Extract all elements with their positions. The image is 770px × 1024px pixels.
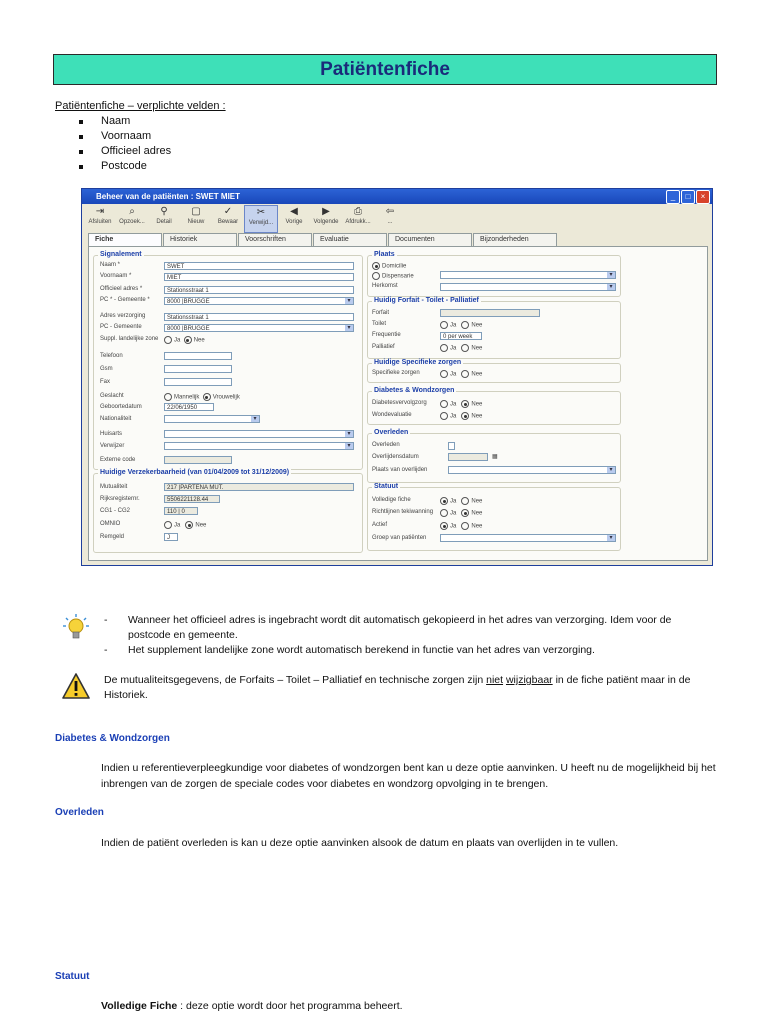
option-label: Mannelijk	[174, 394, 200, 401]
field-label: Diabetesvervolgzorg	[372, 400, 427, 406]
field-label: Herkomst	[372, 283, 398, 289]
radio-icon	[440, 509, 448, 517]
deceased-checkbox	[448, 442, 455, 450]
toolbar-label: Vorige	[285, 219, 303, 225]
gp-select	[164, 430, 354, 438]
group-title: Signalement	[100, 251, 142, 258]
section-heading: Overleden	[55, 807, 104, 818]
next-icon: ▶	[322, 206, 330, 217]
section-paragraph: Indien de patiënt overleden is kan u deze optie aanvinken alsook de datum en plaats van overlijden in te vullen.	[101, 837, 619, 849]
birthdate-field: 22/06/1950	[164, 403, 214, 411]
field-label: Gsm	[100, 366, 113, 372]
field-label: Fax	[100, 379, 111, 385]
wound-radio	[440, 412, 482, 421]
specific-care-radio	[440, 370, 482, 379]
omnio-radio	[164, 521, 206, 530]
option-label: Nee	[471, 510, 483, 517]
field-label: Wondevaluatie	[372, 412, 412, 418]
option-label: Ja	[450, 322, 457, 329]
option-label: Ja	[450, 401, 457, 408]
field-label: Naam *	[100, 262, 121, 268]
field-label: Geslacht	[100, 393, 124, 399]
option-label: Vrouwelijk	[212, 394, 240, 401]
field-label: Volledige fiche	[372, 497, 411, 503]
field-label: Actief	[372, 522, 388, 528]
gender-radio	[164, 393, 240, 402]
toolbar-button	[244, 205, 278, 233]
option-label: Nee	[471, 498, 483, 505]
patient-window-screenshot	[81, 188, 713, 566]
postcode-select: 8000 |BRUGGE ▾	[164, 297, 354, 305]
warning-emphasis: niet	[486, 674, 504, 686]
fax-field	[164, 378, 232, 386]
required-fields-heading: Patiëntenfiche – verplichte velden :	[55, 100, 226, 112]
more-icon: ⇦	[385, 206, 395, 217]
field-label: Geboortedatum	[100, 404, 142, 410]
field-label: Remgeld	[100, 534, 125, 540]
radio-icon	[461, 400, 469, 408]
tab-evaluatie: Evaluatie	[313, 233, 387, 246]
field-label: OMNIO	[100, 521, 121, 527]
firstname-field: MIET	[164, 273, 354, 281]
field-label: Specifieke zorgen	[372, 370, 420, 376]
option-label: Ja	[174, 522, 181, 529]
diabetes-radio	[440, 400, 482, 409]
toolbar-label: Nieuw	[187, 219, 205, 225]
toolbar	[84, 205, 710, 233]
option-label: Domicilie	[382, 263, 407, 270]
option-label: Nee	[471, 523, 483, 530]
field-label: Suppl. landelijke zone	[100, 336, 159, 342]
page-title: Patiëntenfiche	[53, 54, 717, 85]
radio-icon	[440, 370, 448, 378]
field-label: Frequentie	[372, 332, 401, 338]
radio-icon	[440, 344, 448, 352]
minimize-icon: _	[666, 190, 680, 204]
list-item: Naam	[78, 114, 171, 129]
radio-icon	[461, 497, 469, 505]
toolbar-button	[116, 205, 148, 233]
register-number-field: 5506221128.44	[164, 495, 220, 503]
field-label: PC * - Gemeente *	[100, 297, 150, 303]
field-label: Overlijdensdatum	[372, 454, 419, 460]
warning-icon	[62, 673, 90, 699]
diabetes-group	[367, 387, 621, 425]
gsm-field	[164, 365, 232, 373]
radio-icon	[164, 336, 172, 344]
insurance-group	[93, 469, 363, 553]
tab-documenten: Documenten	[388, 233, 472, 246]
option-label: Ja	[174, 337, 181, 344]
window-title: Beheer van de patiënten : SWET MIET	[82, 189, 712, 204]
list-item: - Wanneer het officieel adres is ingebracht wordt dit automatisch gekopieerd in het adres van verzorging. Idem voor de postcode en gemeente.	[104, 613, 716, 643]
toolbar-label: ...	[387, 219, 393, 225]
palliative-radio	[440, 344, 482, 353]
radio-icon	[440, 321, 448, 329]
option-label: Ja	[450, 413, 457, 420]
list-item: - Het supplement landelijke zone wordt automatisch berekend in functie van het adres van verzorging.	[104, 643, 716, 658]
toilet-radio	[440, 321, 482, 330]
radio-icon	[461, 522, 469, 530]
option-label: Ja	[450, 371, 457, 378]
supplement-radio	[164, 336, 205, 345]
field-label: Plaats van overlijden	[372, 467, 428, 473]
radio-icon	[203, 393, 211, 401]
tip-notes	[104, 613, 716, 658]
toolbar-button	[180, 205, 212, 233]
calendar-icon: ▦	[492, 454, 498, 460]
field-label: Nationaliteit	[100, 416, 132, 422]
toolbar-button	[278, 205, 310, 233]
window-controls	[666, 190, 710, 204]
group-title: Huidige Verzekerbaarheid (van 01/04/2009 tot 31/12/2009)	[100, 469, 290, 476]
field-label: Forfait	[372, 310, 390, 316]
field-label: Verwijzer	[100, 443, 125, 449]
place-group	[367, 251, 621, 297]
group-title: Statuut	[374, 483, 399, 490]
lightbulb-icon	[63, 614, 89, 642]
patient-group-select	[440, 534, 616, 542]
radio-icon	[372, 272, 380, 280]
toolbar-button	[310, 205, 342, 233]
phone-field	[164, 352, 232, 360]
radio-icon	[440, 412, 448, 420]
option-label: Nee	[471, 345, 483, 352]
care-postcode-select: 8000 |BRUGGE ▾	[164, 324, 354, 332]
active-radio	[440, 522, 482, 531]
toolbar-label: Opzoek...	[119, 219, 145, 225]
option-label: Ja	[450, 498, 457, 505]
toolbar-label: Verwijd...	[248, 220, 274, 226]
toolbar-label: Afsluiten	[88, 219, 112, 225]
maximize-icon: □	[681, 190, 695, 204]
group-title: Plaats	[374, 251, 395, 258]
radio-icon	[461, 509, 469, 517]
dispensary-select	[440, 271, 616, 279]
radio-icon	[440, 522, 448, 530]
guidelines-radio	[440, 509, 482, 518]
delete-icon: ✂	[256, 207, 266, 218]
origin-select	[440, 283, 616, 291]
name-field: SWET	[164, 262, 354, 270]
field-label: Richtlijnen tekiwanning	[372, 509, 434, 515]
close-icon: ×	[696, 190, 710, 204]
radio-icon	[164, 393, 172, 401]
tab-fiche: Fiche	[88, 233, 162, 246]
remgeld-field: J	[164, 533, 178, 541]
option-label: Nee	[471, 371, 483, 378]
toolbar-button	[84, 205, 116, 233]
care-address-field: Stationsstraat 1	[164, 313, 354, 321]
radio-icon	[164, 521, 172, 529]
radio-icon	[184, 336, 192, 344]
section-heading: Statuut	[55, 971, 90, 982]
field-label: Externe code	[100, 457, 136, 463]
term-description: : deze optie wordt door het programma beheert.	[177, 1000, 403, 1012]
option-label: Nee	[471, 322, 483, 329]
field-label: Toilet	[372, 321, 387, 327]
radio-icon	[372, 262, 380, 270]
deceased-group	[367, 429, 621, 483]
option-label: Ja	[450, 523, 457, 530]
forfait-group	[367, 297, 621, 359]
group-title: Overleden	[374, 429, 409, 436]
forfait-field	[440, 309, 540, 317]
option-label: Ja	[450, 345, 457, 352]
tab-voorschriften: Voorschriften	[238, 233, 312, 246]
section-paragraph: Indien u referentieverpleegkundige voor diabetes of wondzorgen bent kan u deze optie aanvinken. U heeft nu de mogelijkheid bij het inbrengen van de zorgen de speciale codes voor diabetes en wondzorg opvolging in te brengen.	[101, 762, 716, 790]
option-label: Nee	[471, 401, 483, 408]
frequency-field: 0 per week	[440, 332, 482, 340]
toolbar-button	[212, 205, 244, 233]
full-record-radio	[440, 497, 482, 506]
option-label: Nee	[193, 337, 205, 344]
status-group	[367, 483, 621, 551]
field-label: Mutualiteit	[100, 484, 128, 490]
section-paragraph	[101, 998, 717, 1014]
external-code-field	[164, 456, 232, 464]
list-item: Postcode	[78, 159, 171, 174]
warning-text: De mutualiteitsgegevens, de Forfaits – Toilet – Palliatief en technische zorgen zijn	[104, 674, 487, 686]
option-label: Ja	[450, 510, 457, 517]
death-date-field	[448, 453, 488, 461]
field-label: Adres verzorging	[100, 313, 146, 319]
fiche-panel	[88, 246, 708, 561]
field-label: Officieel adres *	[100, 286, 143, 292]
field-label: Voornaam *	[100, 273, 132, 279]
option-label: Nee	[471, 413, 483, 420]
field-label: Palliatief	[372, 344, 395, 350]
new-icon: ▢	[191, 206, 201, 217]
warning-note	[104, 673, 716, 703]
radio-icon	[461, 321, 469, 329]
list-item: Officieel adres	[78, 144, 171, 159]
toolbar-button	[374, 205, 406, 233]
required-fields-list	[78, 114, 171, 174]
mutuality-field: 217 |PARTENA MUT.	[164, 483, 354, 491]
tab-bijzonderheden: Bijzonderheden	[473, 233, 557, 246]
official-address-field: Stationsstraat 1	[164, 286, 354, 294]
toolbar-label: Detail	[156, 219, 172, 225]
print-icon: ⎙	[354, 206, 362, 217]
tab-strip	[88, 233, 558, 246]
toolbar-label: Bewaar	[217, 219, 239, 225]
group-title: Diabetes & Wondzorgen	[374, 387, 455, 394]
field-label: Rijksregisternr.	[100, 496, 140, 502]
previous-icon: ◀	[290, 206, 298, 217]
field-label: Telefoon	[100, 353, 123, 359]
save-icon: ✓	[223, 206, 233, 217]
warning-emphasis: wijzigbaar	[505, 674, 553, 686]
radio-icon	[440, 400, 448, 408]
option-label: Dispensarie	[382, 273, 414, 280]
signalement-group	[93, 251, 363, 470]
field-label: Overleden	[372, 442, 400, 448]
detail-icon: ⚲	[160, 206, 168, 217]
place-radio	[372, 262, 406, 271]
radio-icon	[461, 412, 469, 420]
toolbar-button	[342, 205, 374, 233]
field-label: PC - Gemeente	[100, 324, 142, 330]
nationality-select	[164, 415, 260, 423]
exit-icon: ⇥	[95, 206, 105, 217]
radio-icon	[461, 370, 469, 378]
toolbar-button	[148, 205, 180, 233]
cg-field: 110 | 0	[164, 507, 198, 515]
option-label: Nee	[195, 522, 207, 529]
binoculars-icon: ⌕	[129, 206, 135, 217]
field-label: Huisarts	[100, 431, 123, 437]
group-title: Huidig Forfait - Toilet - Palliatief	[374, 297, 479, 304]
death-place-select	[448, 466, 616, 474]
specific-care-group	[367, 359, 621, 383]
toolbar-label: Volgende	[313, 219, 339, 225]
tab-historiek: Historiek	[163, 233, 237, 246]
radio-icon	[185, 521, 193, 529]
group-title: Huidige Specifieke zorgen	[374, 359, 462, 366]
section-heading: Diabetes & Wondzorgen	[55, 733, 170, 744]
radio-icon	[461, 344, 469, 352]
radio-icon	[440, 497, 448, 505]
place-radio	[372, 272, 414, 281]
list-item: Voornaam	[78, 129, 171, 144]
referrer-select	[164, 442, 354, 450]
field-label: CG1 - CG2	[100, 508, 131, 514]
term-label: Volledige Fiche	[101, 1000, 178, 1012]
field-label: Groep van patiënten	[372, 535, 427, 541]
toolbar-label: Afdrukk...	[345, 219, 371, 225]
warning-text: in de fiche patiënt maar in de Historiek.	[104, 674, 691, 701]
